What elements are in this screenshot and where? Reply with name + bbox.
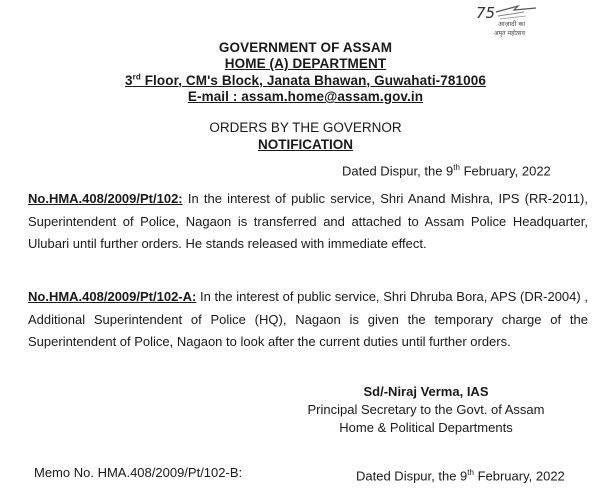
date-suffix: th [453, 163, 460, 172]
logo-line2: अमृत महोत्सव [494, 30, 525, 37]
email-line [0, 89, 611, 104]
memo-date-prefix: Dated Dispur, the 9 [356, 468, 468, 484]
notification-text: NOTIFICATION [258, 137, 353, 152]
signatory-designation: Principal Secretary to the Govt. of Assam [307, 402, 545, 417]
date-rest: February, 2022 [459, 163, 551, 179]
order-text-2: In the interest of public service, Shri Dhruba Bora, APS (DR-2004) , Additional Superintendent of Police (HQ), Nagaon is given the temporary charge of the Superintendent of Police, Nagaon to look after the current duties until further orders. [28, 289, 588, 349]
order-text-1: In the interest of public service, Shri Anand Mishra, IPS (RR-2011), Superintendent of Police, Nagaon is transferred and attached to Assam Police Headquarter, Ulubari until further orders. He stands released with immediate effect. [28, 191, 588, 251]
government-heading: GOVERNMENT OF ASSAM [218, 40, 393, 55]
address-floor-number: 3 [125, 72, 133, 88]
date-prefix: Dated Dispur, the 9 [342, 163, 454, 179]
address-rest: Floor, CM's Block, Janata Bhawan, Guwahati-781006 [140, 72, 486, 88]
memo-reference: Memo No. HMA.408/2009/Pt/102-B: [34, 465, 243, 480]
azadi-logo [474, 2, 560, 40]
address-line [0, 72, 611, 88]
department-name: HOME (A) DEPARTMENT [224, 56, 387, 71]
department-heading [0, 56, 611, 71]
order-paragraph-1 [28, 188, 588, 256]
signatory-department: Home & Political Departments [339, 420, 513, 435]
memo-date [356, 462, 565, 488]
memo-date-suffix: th [467, 468, 474, 477]
signatory-name: Sd/-Niraj Verma, IAS [363, 384, 489, 399]
memo-date-rest: February, 2022 [473, 468, 565, 484]
address-floor-suffix: rd [132, 72, 141, 81]
logo-numeral: 75 [476, 4, 496, 22]
logo-line1: आज़ादी का [498, 20, 526, 28]
email-text: E-mail : assam.home@assam.gov.in [187, 89, 424, 104]
order-ref-1: No.HMA.408/2009/Pt/102: [28, 191, 183, 206]
address-text [125, 73, 486, 88]
notification-date [342, 157, 551, 183]
notification-heading [0, 137, 611, 152]
azadi-logo-graphic [474, 2, 560, 40]
order-paragraph-2 [28, 286, 588, 354]
orders-title: ORDERS BY THE GOVERNOR [209, 120, 402, 135]
order-ref-2: No.HMA.408/2009/Pt/102-A: [28, 289, 197, 304]
